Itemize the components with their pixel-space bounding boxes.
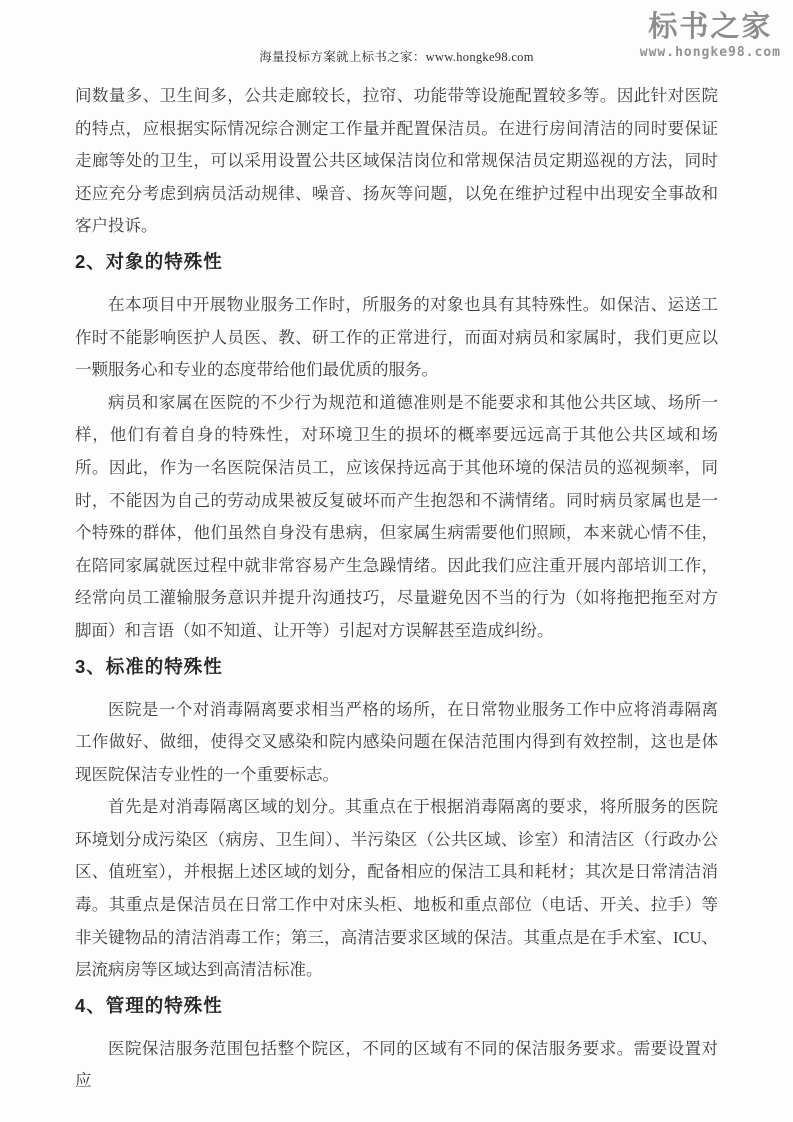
logo-url: www.hongke98.com	[639, 44, 781, 60]
paragraph-room-config-continuation: 间数量多、卫生间多，公共走廊较长，拉帘、功能带等设施配置较多等。因此针对医院的特点，应根据实际情况综合测定工作量并配置保洁员。在进行房间清洁的同时要保证走廊等处的卫生，可以采用设置公共区域保洁岗位和常规保洁员定期巡视的方法，同时还应充分考虑到病员活动规律、噪音、扬灰等问题，以免在维护过程中出现安全事故和客户投诉。	[75, 86, 718, 236]
site-logo	[640, 12, 781, 60]
paragraph-zone-division: 首先是对消毒隔离区域的划分。其重点在于根据消毒隔离的要求，将所服务的医院环境划分成污染区（病房、卫生间）、半污染区（公共区域、诊室）和清洁区（行政办公区、值班室），并根据上述区域的划分，配备相应的保洁工具和耗材；其次是日常清洁消毒。其重点是保洁员在日常工作中对床头柜、地板和重点部位（电话、开关、拉手）等非关键物品的清洁消毒工作；第三，高清洁要求区域的保洁。其重点是在手术室、ICU、层流病房等区域达到高清洁标准。	[75, 797, 718, 980]
section-heading-management-specialness: 4、管理的特殊性	[75, 994, 223, 1016]
paragraph-service-object: 在本项目中开展物业服务工作时，所服务的对象也具有其特殊性。如保洁、运送工作时不能影响医护人员医、教、研工作的正常进行，而面对病员和家属时，我们更应以一颗服务心和专业的态度带给他们最优质的服务。	[75, 294, 718, 380]
section-heading-standard-specialness: 3、标准的特殊性	[75, 655, 223, 677]
document-body	[75, 80, 718, 1098]
paragraph-patients-families: 病员和家属在医院的不少行为规范和道德准则是不能要求和其他公共区域、场所一样，他们有着自身的特殊性，对环境卫生的损坏的概率要远远高于其他公共区域和场所。因此，作为一名医院保洁员工，应该保持远高于其他环境的保洁员的巡视频率，同时，不能因为自己的劳动成果被反复破坏而产生抱怨和不满情绪。同时病员家属也是一个特殊的群体，他们虽然自身没有患病，但家属生病需要他们照顾，本来就心情不佳，在陪同家属就医过程中就非常容易产生急躁情绪。因此我们应注重开展内部培训工作，经常向员工灌输服务意识并提升沟通技巧，尽量避免因不当的行为（如将拖把拖至对方脚面）和言语（如不知道、让开等）引起对方误解甚至造成纠纷。	[75, 392, 718, 640]
logo-wordmark: 标书之家	[648, 11, 773, 43]
paragraph-disinfection-isolation: 医院是一个对消毒隔离要求相当严格的场所，在日常物业服务工作中应将消毒隔离工作做好、做细，使得交叉感染和院内感染问题在保洁范围内得到有效控制，这也是体现医院保洁专业性的一个重要标志。	[75, 699, 718, 784]
section-heading-object-specialness: 2、对象的特殊性	[75, 250, 223, 272]
paragraph-service-scope: 医院保洁服务范围包括整个院区，不同的区域有不同的保洁服务要求。需要设置对应	[75, 1038, 718, 1091]
header-tagline: 海量投标方案就上标书之家：www.hongke98.com	[259, 50, 534, 64]
